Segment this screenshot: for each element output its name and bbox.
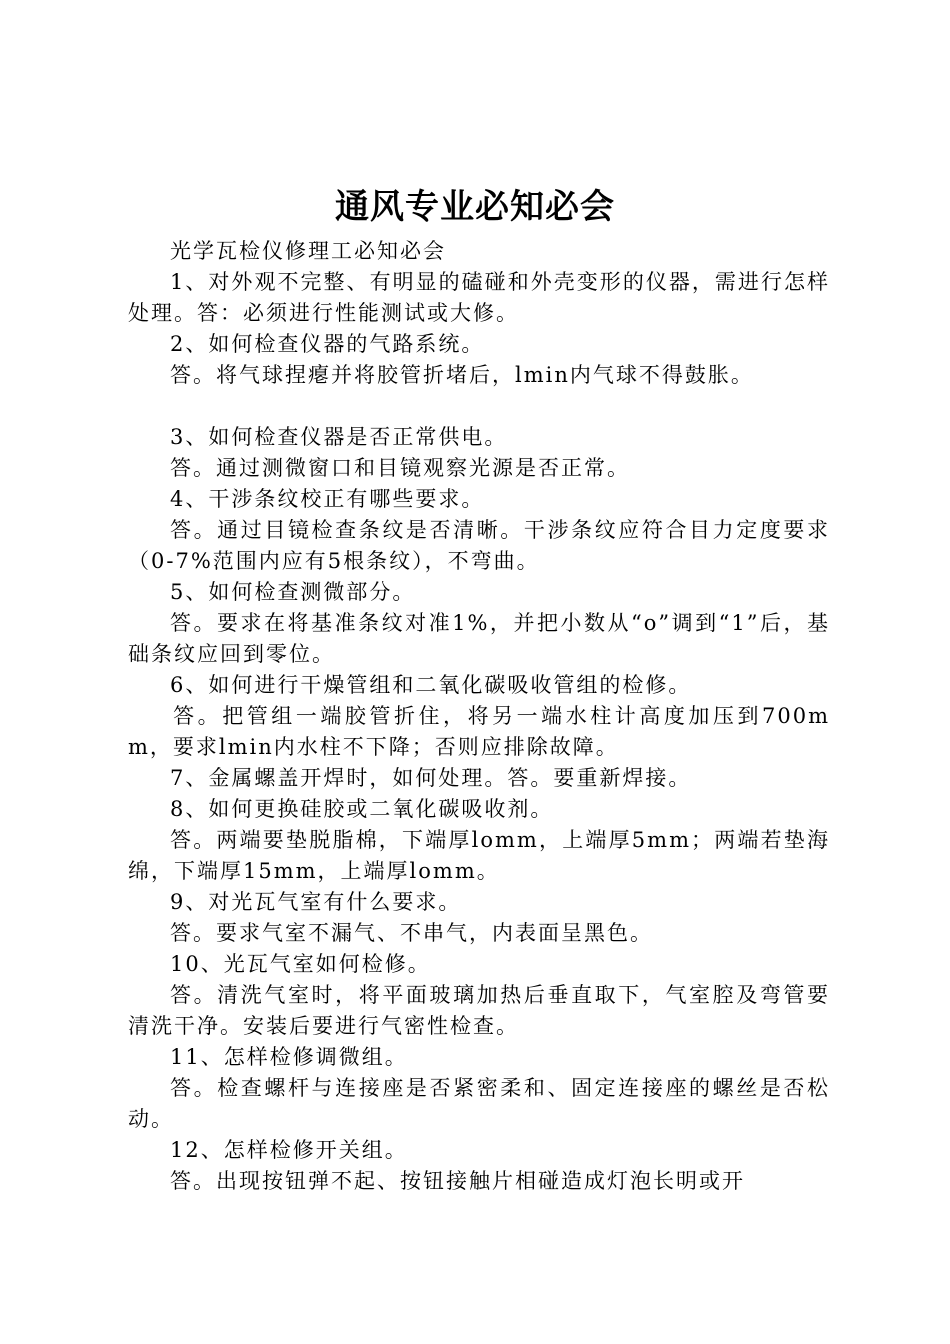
paragraph: 答。要求在将基准条纹对准1%，并把小数从“o”调到“1”后，基础条纹应回到零位。 bbox=[128, 611, 830, 666]
paragraph: 9、对光瓦气室有什么要求。 bbox=[170, 890, 462, 914]
paragraph: 答。通过目镜检查条纹是否清晰。干涉条纹应符合目力定度要求（0-7%范围内应有5根条纹），不弯曲。 bbox=[128, 518, 830, 573]
paragraph: 答。把管组一端胶管折住，将另一端水柱计高度加压到700mm，要求lmin内水柱不下降；否则应排除故障。 bbox=[128, 704, 830, 759]
paragraph: 答。通过测微窗口和目镜观察光源是否正常。 bbox=[170, 456, 630, 480]
paragraph: 答。出现按钮弹不起、按钮接触片相碰造成灯泡长明或开 bbox=[170, 1169, 745, 1193]
paragraph: 7、金属螺盖开焊时，如何处理。答。要重新焊接。 bbox=[170, 766, 692, 790]
paragraph: 5、如何检查测微部分。 bbox=[170, 580, 416, 604]
paragraph: 12、怎样检修开关组。 bbox=[170, 1138, 408, 1162]
paragraph: 1、对外观不完整、有明显的磕碰和外壳变形的仪器，需进行怎样处理。答：必须进行性能测试或大修。 bbox=[128, 270, 830, 325]
paragraph: 4、干涉条纹校正有哪些要求。 bbox=[170, 487, 485, 511]
paragraph: 答。检查螺杆与连接座是否紧密柔和、固定连接座的螺丝是否松动。 bbox=[128, 1076, 830, 1131]
blank-line bbox=[128, 391, 830, 422]
paragraph: 答。清洗气室时，将平面玻璃加热后垂直取下，气室腔及弯管要清洗干净。安装后要进行气密性检查。 bbox=[128, 983, 830, 1038]
paragraph: 10、光瓦气室如何检修。 bbox=[170, 952, 431, 976]
paragraph: 答。两端要垫脱脂棉，下端厚lomm，上端厚5mm；两端若垫海绵，下端厚15mm，上端厚lomm。 bbox=[128, 828, 830, 883]
paragraph: 11、怎样检修调微组。 bbox=[170, 1045, 408, 1069]
paragraph: 2、如何检查仪器的气路系统。 bbox=[170, 332, 485, 356]
document-subtitle: 光学瓦检仪修理工必知必会 bbox=[170, 239, 446, 263]
document-body bbox=[128, 236, 830, 1197]
paragraph: 6、如何进行干燥管组和二氧化碳吸收管组的检修。 bbox=[170, 673, 692, 697]
paragraph: 答。要求气室不漏气、不串气，内表面呈黑色。 bbox=[170, 921, 653, 945]
document-title: 通风专业必知必会 bbox=[335, 187, 615, 227]
paragraph: 8、如何更换硅胶或二氧化碳吸收剂。 bbox=[170, 797, 554, 821]
paragraph: 3、如何检查仪器是否正常供电。 bbox=[170, 425, 508, 449]
paragraph: 答。将气球捏瘪并将胶管折堵后，lmin内气球不得鼓胀。 bbox=[170, 363, 754, 387]
